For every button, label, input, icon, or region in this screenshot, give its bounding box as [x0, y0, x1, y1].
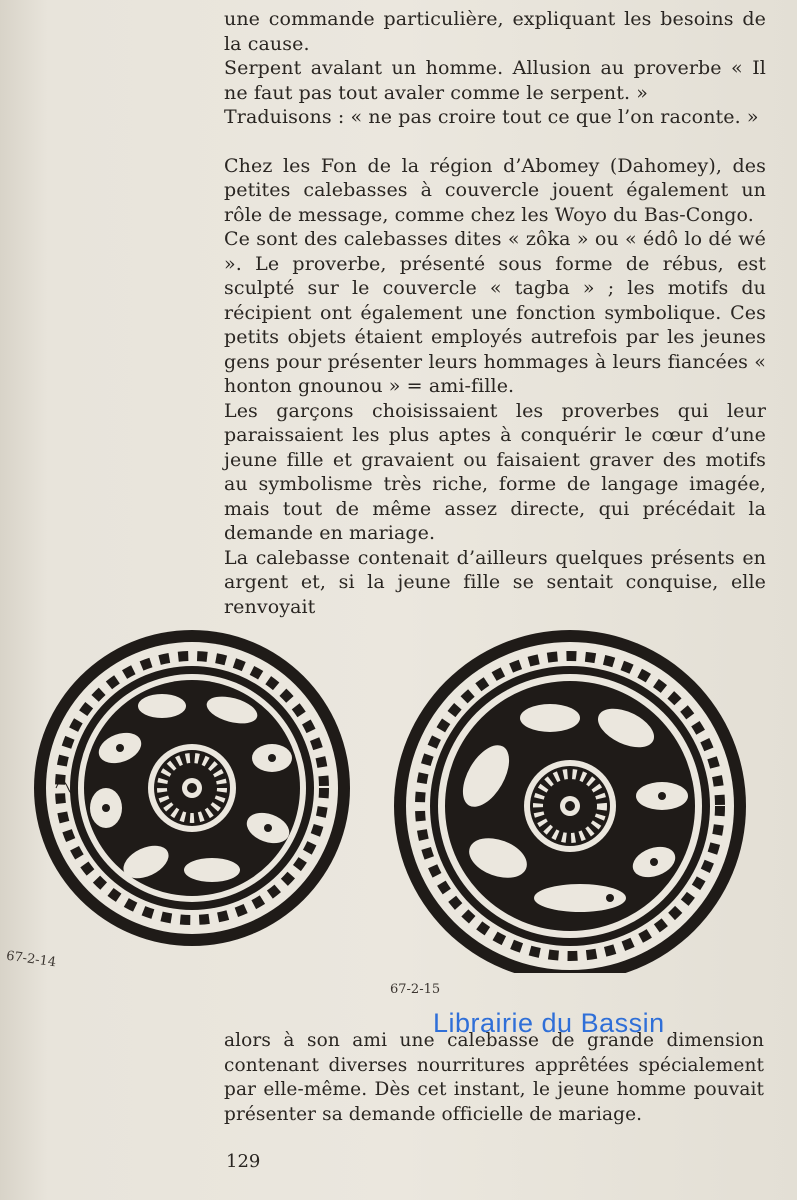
- paragraph: Serpent avalant un homme. Allusion au proverbe « Il ne faut pas tout avaler comme le serpent. »: [224, 57, 766, 104]
- paragraph: Traduisons : « ne pas croire tout ce que l’on raconte. »: [224, 106, 759, 128]
- paragraph: Chez les Fon de la région d’Abomey (Dahomey), des petites calebasses à couvercle jouent également un rôle de message, comme chez les Woyo du Bas-Congo.: [224, 154, 766, 226]
- body-text-bottom: [224, 1029, 764, 1127]
- calabash-lid-illustration-left: [0, 628, 392, 948]
- paragraph: Les garçons choisissaient les proverbes qui leur paraissaient les plus aptes à conquérir le cœur d’une jeune fille et gravaient ou faisaient graver des motifs au symbolisme très riche, forme de langage imagée, mais tout de même assez directe, qui précédait la demande en mariage.: [224, 399, 766, 544]
- calabash-lid-illustration-right: [392, 628, 797, 973]
- paragraph: une commande particulière, expliquant les besoins de la cause.: [224, 8, 766, 55]
- page-number: 129: [226, 1151, 261, 1172]
- figure-caption-right: 67-2-15: [390, 982, 441, 997]
- paragraph: alors à son ami une calebasse de grande dimension contenant diverses nourritures apprêtées spécialement par elle-même. Dès cet instant, le jeune homme pouvait présenter sa demande officielle de mariage.: [224, 1030, 764, 1125]
- watermark: Librairie du Bassin: [433, 1008, 665, 1038]
- figure-caption-left: 67-2-14: [5, 948, 57, 971]
- body-text-top: [224, 7, 766, 619]
- paragraph: Ce sont des calebasses dites « zôka » ou « édô lo dé wé ». Le proverbe, présenté sous forme de rébus, est sculpté sur le couvercle « tagba » ; les motifs du récipient ont également une fonction symbolique. Ces petits objets étaient employés autrefois par les jeunes gens pour présenter leurs hommages à leurs fiancées « honton gnounou » = ami-fille.: [224, 228, 766, 397]
- paragraph: La calebasse contenait d’ailleurs quelques présents en argent et, si la jeune fille se sentait conquise, elle renvoyait: [224, 546, 766, 618]
